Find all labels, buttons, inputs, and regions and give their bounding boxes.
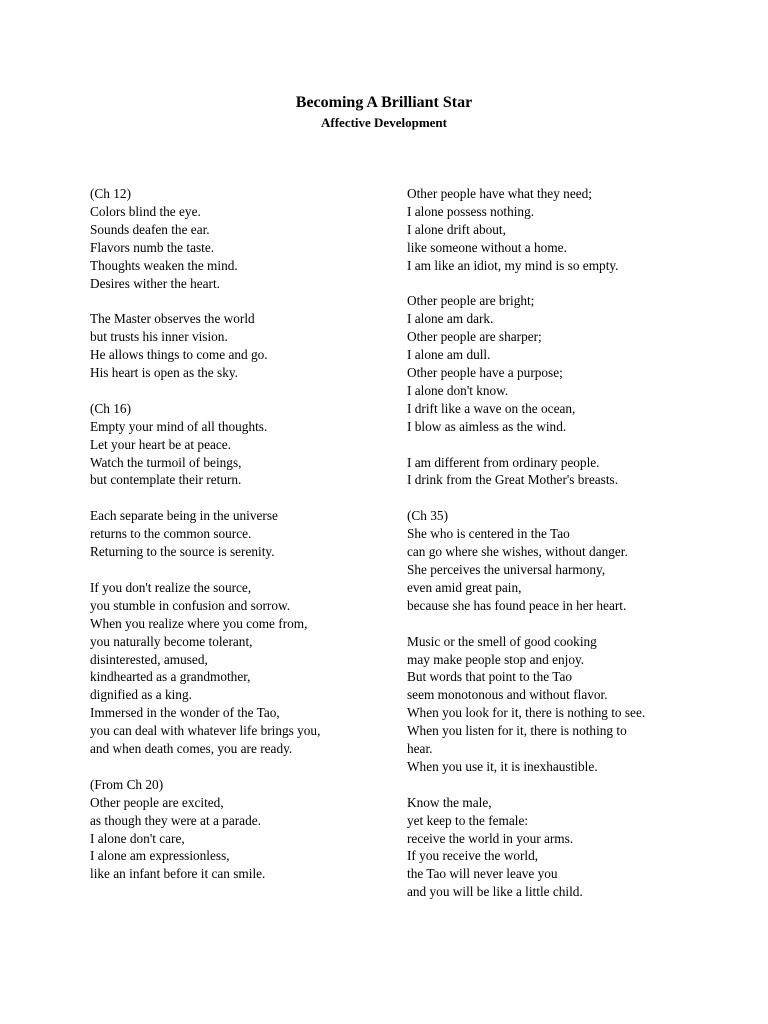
text-line: (Ch 16) bbox=[90, 400, 131, 416]
text-line: yet keep to the female: bbox=[407, 812, 529, 828]
page-subtitle: Affective Development bbox=[321, 115, 447, 130]
text-line: dignified as a king. bbox=[90, 687, 192, 703]
text-line: Music or the smell of good cooking bbox=[407, 633, 597, 649]
text-line: Desires wither the heart. bbox=[90, 275, 220, 291]
text-line: but contemplate their return. bbox=[90, 472, 242, 488]
text-line: When you use it, it is inexhaustible. bbox=[407, 758, 598, 774]
text-line: (Ch 35) bbox=[407, 508, 448, 524]
left-column bbox=[90, 185, 390, 901]
text-line: I am like an idiot, my mind is so empty. bbox=[407, 257, 619, 273]
text-line: seem monotonous and without flavor. bbox=[407, 687, 608, 703]
text-line: like an infant before it can smile. bbox=[90, 866, 266, 882]
text-line: Sounds deafen the ear. bbox=[90, 221, 210, 237]
text-line: Other people are sharper; bbox=[407, 329, 542, 345]
text-line: When you listen for it, there is nothing to bbox=[407, 723, 627, 739]
text-line: When you realize where you come from, bbox=[90, 615, 308, 631]
text-line: Colors blind the eye. bbox=[90, 203, 201, 219]
text-line: hear. bbox=[407, 741, 433, 757]
text-line: Other people have a purpose; bbox=[407, 365, 563, 381]
right-column bbox=[407, 185, 707, 919]
text-line: and you will be like a little child. bbox=[407, 884, 583, 900]
text-line: Know the male, bbox=[407, 794, 492, 810]
text-line: disinterested, amused, bbox=[90, 651, 208, 667]
stanza bbox=[407, 292, 707, 435]
text-line: Other people have what they need; bbox=[407, 186, 592, 201]
text-line: (Ch 12) bbox=[90, 186, 131, 201]
text-line: Flavors numb the taste. bbox=[90, 239, 215, 255]
text-line: I alone don't know. bbox=[407, 382, 509, 398]
stanza bbox=[90, 579, 390, 758]
text-line: Thoughts weaken the mind. bbox=[90, 257, 238, 273]
text-line: Empty your mind of all thoughts. bbox=[90, 418, 268, 434]
stanza bbox=[407, 633, 707, 776]
text-line: Let your heart be at peace. bbox=[90, 436, 232, 452]
text-line: She who is centered in the Tao bbox=[407, 526, 570, 542]
text-line: If you receive the world, bbox=[407, 848, 539, 864]
stanza bbox=[90, 776, 390, 883]
text-line: and when death comes, you are ready. bbox=[90, 741, 293, 757]
text-line: can go where she wishes, without danger. bbox=[407, 544, 628, 560]
text-line: I alone am dark. bbox=[407, 311, 494, 327]
text-line: But words that point to the Tao bbox=[407, 669, 573, 685]
text-line: If you don't realize the source, bbox=[90, 579, 252, 595]
text-line: I drift like a wave on the ocean, bbox=[407, 400, 576, 416]
text-line: like someone without a home. bbox=[407, 239, 567, 255]
text-line: Other people are excited, bbox=[90, 794, 224, 810]
text-line: I blow as aimless as the wind. bbox=[407, 418, 567, 434]
stanza bbox=[90, 507, 390, 561]
text-line: Returning to the source is serenity. bbox=[90, 544, 275, 560]
text-line: the Tao will never leave you bbox=[407, 866, 558, 882]
text-line: receive the world in your arms. bbox=[407, 830, 574, 846]
text-line: The Master observes the world bbox=[90, 311, 255, 327]
text-line: When you look for it, there is nothing to see. bbox=[407, 705, 646, 721]
stanza bbox=[407, 794, 707, 901]
page-title: Becoming A Brilliant Star bbox=[295, 94, 473, 111]
stanza bbox=[407, 454, 707, 490]
text-line: you naturally become tolerant, bbox=[90, 633, 253, 649]
text-line: I drink from the Great Mother's breasts. bbox=[407, 472, 619, 488]
text-line: returns to the common source. bbox=[90, 526, 252, 542]
text-line: I alone don't care, bbox=[90, 830, 185, 846]
text-line: because she has found peace in her heart. bbox=[407, 597, 627, 613]
text-line: Immersed in the wonder of the Tao, bbox=[90, 705, 280, 721]
text-line: His heart is open as the sky. bbox=[90, 365, 238, 381]
text-line: (From Ch 20) bbox=[90, 776, 164, 792]
text-line: kindhearted as a grandmother, bbox=[90, 669, 251, 685]
text-line: She perceives the universal harmony, bbox=[407, 561, 606, 577]
text-line: I alone possess nothing. bbox=[407, 203, 535, 219]
stanza bbox=[90, 310, 390, 382]
text-line: but trusts his inner vision. bbox=[90, 329, 228, 345]
text-line: you stumble in confusion and sorrow. bbox=[90, 597, 291, 613]
stanza bbox=[407, 507, 707, 614]
stanza bbox=[90, 400, 390, 490]
text-line: Other people are bright; bbox=[407, 293, 535, 309]
stanza bbox=[407, 185, 707, 275]
text-line: Each separate being in the universe bbox=[90, 508, 278, 524]
text-line: He allows things to come and go. bbox=[90, 347, 268, 363]
text-line: I alone am expressionless, bbox=[90, 848, 230, 864]
text-line: you can deal with whatever life brings you, bbox=[90, 723, 321, 739]
text-line: may make people stop and enjoy. bbox=[407, 651, 585, 667]
text-line: I am different from ordinary people. bbox=[407, 454, 600, 470]
text-line: I alone am dull. bbox=[407, 347, 491, 363]
text-line: I alone drift about, bbox=[407, 221, 506, 237]
text-line: Watch the turmoil of beings, bbox=[90, 454, 242, 470]
text-line: as though they were at a parade. bbox=[90, 812, 261, 828]
stanza bbox=[90, 185, 390, 292]
text-line: even amid great pain, bbox=[407, 579, 522, 595]
